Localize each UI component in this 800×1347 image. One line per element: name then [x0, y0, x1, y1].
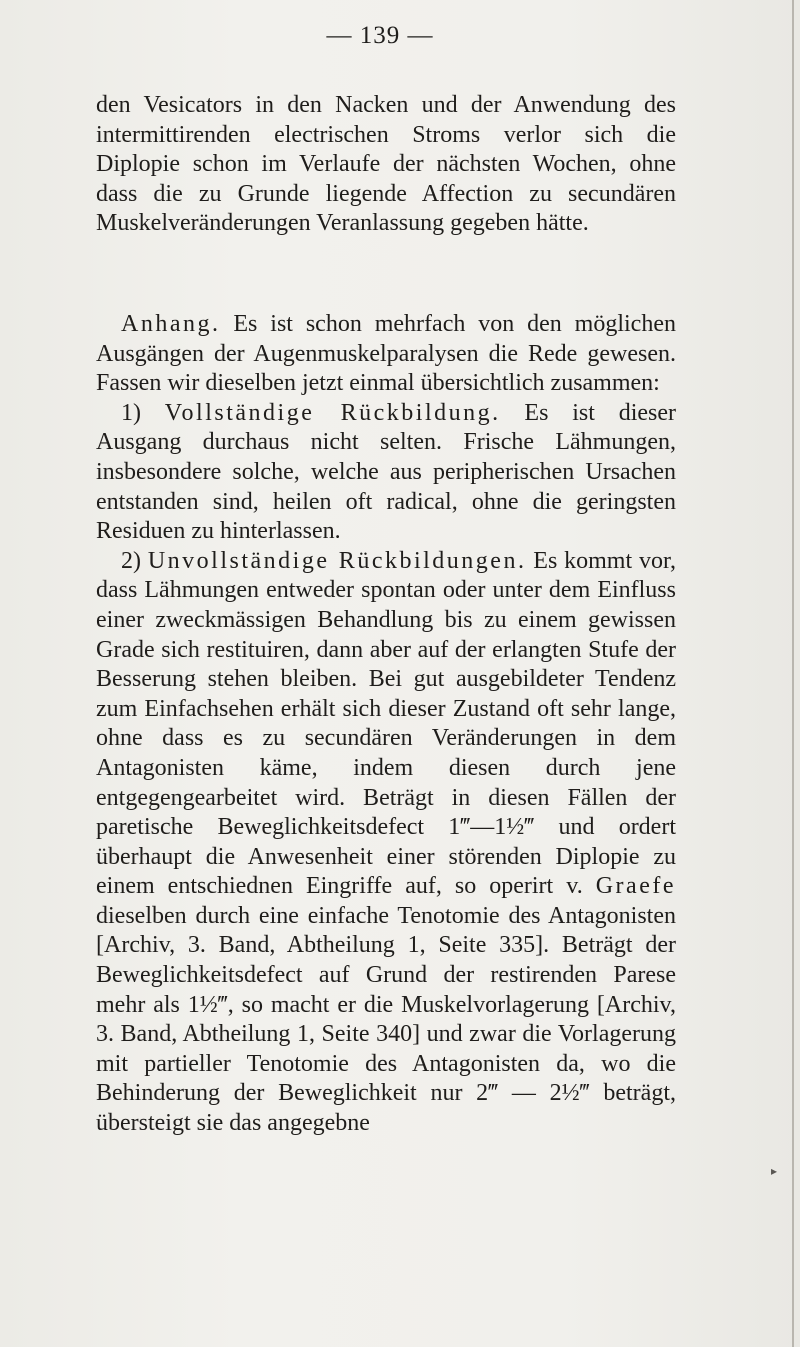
- page-edge-shadow: [792, 0, 794, 1347]
- list-item-vollstaendige: [96, 399, 676, 547]
- anhang-section: [96, 310, 676, 1139]
- list-item-heading: Unvollständige Rückbildungen.: [147, 547, 527, 574]
- anhang-heading: Anhang.: [121, 311, 221, 337]
- margin-arrow-icon: ▸: [771, 1164, 778, 1178]
- page-number: — 139 —: [326, 22, 434, 49]
- list-item-number: 1): [121, 399, 165, 426]
- list-item-unvollstaendige: [96, 547, 676, 1139]
- paragraph-vesicators: den Vesicators in den Nacken und der Anwendung des intermittirenden electrischen Stroms verlor sich die Diplopie schon im Verlaufe der nächsten Wochen, ohne dass die zu Grunde liegende Affection zu secundären Muskelveränderungen Veranlassung gegeben hätte.: [96, 92, 676, 237]
- author-name-graefe: Graefe: [595, 873, 676, 900]
- list-item-heading: Vollständige Rückbildung.: [164, 399, 501, 426]
- list-item-text: Es kommt vor, dass Lähmungen entweder spontan oder unter dem Einfluss einer zweckmässigen Behandlung bis zu einem gewissen Grade sich restituiren, dann aber auf der erlangten Stufe der Besserung stehen bleiben. Bei gut ausgebildeter Tendenz zum Einfachsehen erhält sich dieser Zustand oft sehr lange, ohne dass es zu secundären Veränderungen in dem Antagonisten käme, indem diesen durch jene entgegengearbeitet wird. Beträgt in diesen Fällen der paretische Beweglichkeitsdefect 1‴—1½‴ und ordert überhaupt die Anwesenheit einer störenden Diplopie zu einem entschiednen Eingriffe auf, so operirt v.: [96, 547, 676, 900]
- list-item-text: Es ist dieser Ausgang durchaus nicht selten. Frische Lähmungen, insbesondere solche, welche aus peripherischen Ursachen entstanden sind, heilen oft radical, ohne die geringsten Residuen zu hinterlassen.: [96, 399, 676, 545]
- paragraph-anhang: [96, 310, 676, 399]
- anhang-text: Es ist schon mehrfach von den möglichen Ausgängen der Augenmuskelparalysen die Rede gewesen. Fassen wir dieselben jetzt einmal übersichtlich zusammen:: [96, 311, 676, 397]
- list-item-text-continued: dieselben durch eine einfache Tenotomie des Antagonisten [Archiv, 3. Band, Abtheilung 1, Seite 335]. Beträgt der Beweglichkeitsdefect auf Grund der restirenden Parese mehr als 1½‴, so macht er die Muskelvorlagerung [Archiv, 3. Band, Abtheilung 1, Seite 340] und zwar die Vorlagerung mit partieller Tenotomie des Antagonisten da, wo die Behinderung der Beweglichkeit nur 2‴ — 2½‴ beträgt, übersteigt sie das angegebne: [96, 902, 676, 1137]
- list-item-number: 2): [121, 547, 148, 574]
- paragraph-continuation: [96, 91, 676, 239]
